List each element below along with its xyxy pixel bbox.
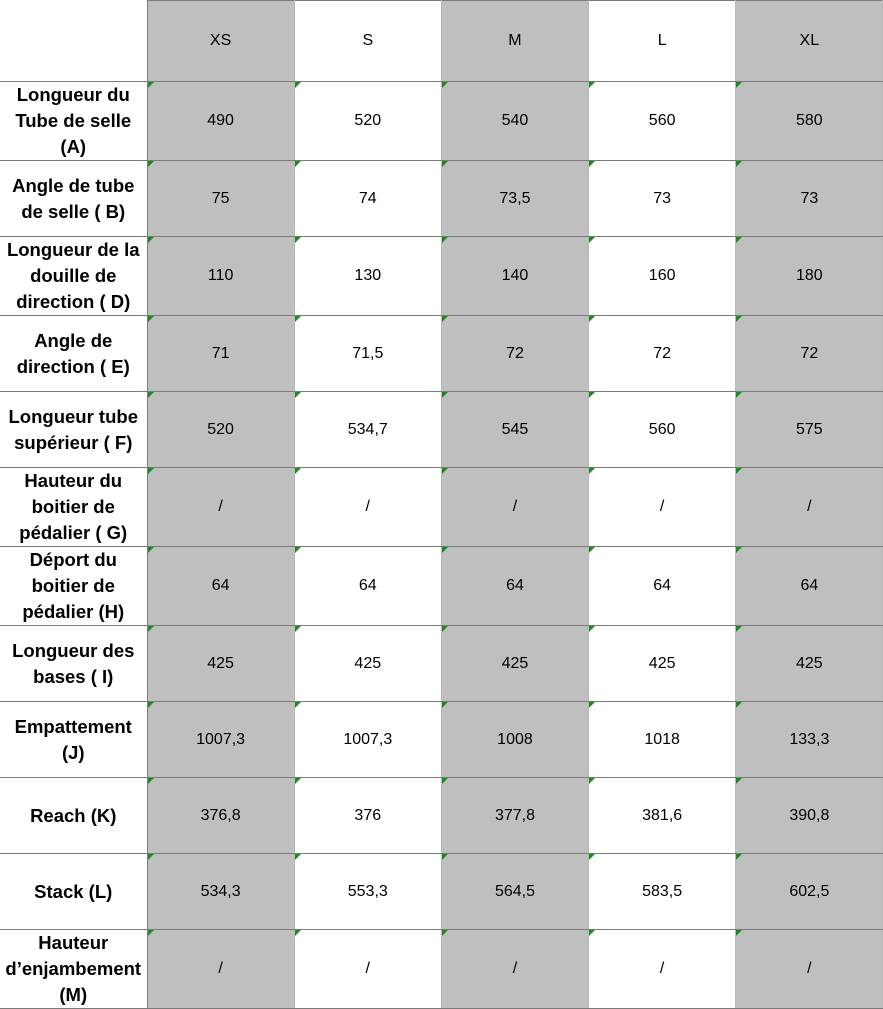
comment-marker-icon	[442, 82, 448, 88]
value-cell-m	[441, 237, 588, 316]
comment-marker-icon	[589, 161, 595, 167]
cell-value: 73	[653, 189, 672, 207]
cell-value: 180	[795, 267, 823, 284]
row-label: Angle de tube de selle ( B)	[0, 161, 147, 237]
cell-value: /	[807, 498, 812, 515]
value-cell-xl	[736, 161, 883, 237]
comment-marker-icon	[442, 626, 448, 632]
value-cell-xs	[147, 392, 294, 468]
value-cell-xs	[147, 316, 294, 392]
comment-marker-icon	[589, 316, 595, 322]
value-cell-s	[294, 82, 441, 161]
value-cell-m	[441, 468, 588, 547]
cell-value: 1008	[497, 730, 533, 748]
value-cell-l	[589, 392, 736, 468]
table-row	[0, 82, 883, 161]
comment-marker-icon	[736, 237, 742, 243]
value-cell-m	[441, 702, 588, 778]
comment-marker-icon	[736, 547, 742, 553]
value-cell-xl	[736, 854, 883, 930]
comment-marker-icon	[736, 702, 742, 708]
comment-marker-icon	[736, 468, 742, 474]
value-cell-l	[589, 547, 736, 626]
comment-marker-icon	[148, 778, 154, 784]
comment-marker-icon	[442, 930, 448, 936]
comment-marker-icon	[442, 316, 448, 322]
comment-marker-icon	[295, 702, 301, 708]
comment-marker-icon	[442, 778, 448, 784]
value-cell-xs	[147, 547, 294, 626]
cell-value: /	[659, 498, 665, 515]
row-label: Hauteur du boitier de pédalier ( G)	[0, 468, 147, 547]
cell-value: 64	[358, 577, 377, 594]
cell-value: 140	[501, 267, 529, 284]
cell-value: 64	[211, 577, 230, 594]
value-cell-s	[294, 161, 441, 237]
row-label: Déport du boitier de pédalier (H)	[0, 547, 147, 626]
comment-marker-icon	[736, 161, 742, 167]
value-cell-m	[441, 854, 588, 930]
size-header-xl: XL	[736, 1, 883, 82]
comment-marker-icon	[295, 468, 301, 474]
table-row	[0, 316, 883, 392]
value-cell-l	[589, 468, 736, 547]
cell-value: 75	[211, 189, 230, 207]
value-cell-m	[441, 82, 588, 161]
value-cell-xl	[736, 626, 883, 702]
value-cell-l	[589, 82, 736, 161]
value-cell-xs	[147, 237, 294, 316]
value-cell-s	[294, 316, 441, 392]
cell-value: /	[218, 498, 223, 515]
table-row	[0, 778, 883, 854]
cell-value: /	[807, 960, 812, 977]
value-cell-s	[294, 854, 441, 930]
value-cell-xs	[147, 702, 294, 778]
comment-marker-icon	[295, 392, 301, 398]
value-cell-m	[441, 547, 588, 626]
comment-marker-icon	[295, 930, 301, 936]
comment-marker-icon	[148, 82, 154, 88]
comment-marker-icon	[295, 161, 301, 167]
comment-marker-icon	[295, 547, 301, 553]
cell-value: 72	[800, 344, 819, 362]
row-label: Empattement (J)	[0, 702, 147, 778]
comment-marker-icon	[589, 854, 595, 860]
comment-marker-icon	[442, 702, 448, 708]
value-cell-xs	[147, 161, 294, 237]
comment-marker-icon	[736, 626, 742, 632]
comment-marker-icon	[148, 392, 154, 398]
comment-marker-icon	[736, 316, 742, 322]
corner-cell	[0, 1, 147, 82]
table-row	[0, 702, 883, 778]
value-cell-xl	[736, 930, 883, 1009]
cell-value: 74	[358, 189, 377, 207]
comment-marker-icon	[589, 547, 595, 553]
comment-marker-icon	[589, 392, 595, 398]
cell-value: 1007,3	[343, 730, 393, 748]
table-row	[0, 161, 883, 237]
row-label: Angle de direction ( E)	[0, 316, 147, 392]
cell-value: 560	[648, 420, 676, 438]
cell-value: 520	[207, 420, 234, 438]
size-header-l: L	[589, 1, 736, 82]
comment-marker-icon	[295, 626, 301, 632]
value-cell-xl	[736, 468, 883, 547]
comment-marker-icon	[148, 316, 154, 322]
comment-marker-icon	[736, 778, 742, 784]
value-cell-xl	[736, 392, 883, 468]
cell-value: 425	[354, 654, 382, 672]
comment-marker-icon	[736, 854, 742, 860]
cell-value: 73,5	[499, 189, 531, 207]
cell-value: 64	[800, 577, 819, 594]
value-cell-m	[441, 778, 588, 854]
cell-value: 575	[795, 420, 823, 438]
cell-value: 564,5	[494, 882, 535, 900]
cell-value: /	[218, 960, 223, 977]
cell-value: 560	[648, 112, 676, 129]
cell-value: 376,8	[200, 806, 241, 824]
table-row	[0, 626, 883, 702]
cell-value: /	[512, 960, 518, 977]
comment-marker-icon	[736, 392, 742, 398]
comment-marker-icon	[148, 161, 154, 167]
comment-marker-icon	[442, 237, 448, 243]
cell-value: 64	[506, 577, 524, 594]
comment-marker-icon	[442, 547, 448, 553]
comment-marker-icon	[295, 854, 301, 860]
size-header-m: M	[441, 1, 588, 82]
cell-value: 376	[354, 806, 382, 824]
value-cell-xl	[736, 547, 883, 626]
value-cell-s	[294, 468, 441, 547]
value-cell-xl	[736, 237, 883, 316]
comment-marker-icon	[295, 778, 301, 784]
comment-marker-icon	[148, 547, 154, 553]
cell-value: 583,5	[642, 882, 683, 900]
table-row	[0, 854, 883, 930]
comment-marker-icon	[148, 854, 154, 860]
cell-value: 1018	[644, 730, 680, 748]
value-cell-s	[294, 237, 441, 316]
header-row	[0, 1, 883, 82]
value-cell-xs	[147, 778, 294, 854]
row-label: Reach (K)	[0, 778, 147, 854]
comment-marker-icon	[442, 854, 448, 860]
cell-value: 540	[501, 112, 529, 129]
table-row	[0, 930, 883, 1009]
value-cell-s	[294, 547, 441, 626]
value-cell-xs	[147, 854, 294, 930]
cell-value: /	[365, 498, 370, 515]
comment-marker-icon	[589, 778, 595, 784]
cell-value: /	[365, 960, 370, 977]
row-label: Longueur du Tube de selle (A)	[0, 82, 147, 161]
cell-value: 133,3	[789, 730, 830, 748]
comment-marker-icon	[148, 702, 154, 708]
row-label: Longueur des bases ( I)	[0, 626, 147, 702]
value-cell-l	[589, 930, 736, 1009]
table-row	[0, 547, 883, 626]
value-cell-l	[589, 626, 736, 702]
comment-marker-icon	[442, 468, 448, 474]
comment-marker-icon	[736, 82, 742, 88]
cell-value: 73	[800, 189, 819, 207]
cell-value: /	[659, 960, 665, 977]
cell-value: 534,7	[347, 420, 388, 438]
comment-marker-icon	[442, 161, 448, 167]
comment-marker-icon	[736, 930, 742, 936]
cell-value: 553,3	[347, 882, 388, 900]
comment-marker-icon	[295, 237, 301, 243]
cell-value: 602,5	[789, 882, 830, 900]
row-label: Stack (L)	[0, 854, 147, 930]
comment-marker-icon	[148, 237, 154, 243]
value-cell-s	[294, 778, 441, 854]
value-cell-m	[441, 930, 588, 1009]
cell-value: 425	[501, 654, 529, 672]
value-cell-m	[441, 392, 588, 468]
value-cell-s	[294, 930, 441, 1009]
table-row	[0, 392, 883, 468]
cell-value: 71	[211, 344, 230, 362]
cell-value: 580	[795, 112, 823, 129]
cell-value: 64	[653, 577, 672, 594]
cell-value: 130	[354, 267, 382, 284]
cell-value: 490	[207, 112, 234, 129]
value-cell-l	[589, 237, 736, 316]
comment-marker-icon	[589, 626, 595, 632]
value-cell-xl	[736, 702, 883, 778]
cell-value: 110	[207, 267, 234, 284]
value-cell-xs	[147, 626, 294, 702]
cell-value: 71,5	[352, 344, 384, 362]
table-row	[0, 468, 883, 547]
size-header-s: S	[294, 1, 441, 82]
value-cell-l	[589, 778, 736, 854]
cell-value: 390,8	[789, 806, 830, 824]
value-cell-xl	[736, 778, 883, 854]
cell-value: /	[512, 498, 518, 515]
value-cell-xs	[147, 82, 294, 161]
cell-value: 534,3	[200, 882, 241, 900]
table-row	[0, 237, 883, 316]
value-cell-l	[589, 854, 736, 930]
cell-value: 377,8	[494, 806, 535, 824]
value-cell-s	[294, 392, 441, 468]
cell-value: 425	[795, 654, 823, 672]
value-cell-m	[441, 161, 588, 237]
value-cell-xs	[147, 468, 294, 547]
cell-value: 72	[506, 344, 524, 362]
value-cell-s	[294, 702, 441, 778]
comment-marker-icon	[589, 237, 595, 243]
value-cell-l	[589, 161, 736, 237]
cell-value: 72	[653, 344, 672, 362]
comment-marker-icon	[589, 702, 595, 708]
row-label: Longueur tube supérieur ( F)	[0, 392, 147, 468]
comment-marker-icon	[295, 82, 301, 88]
comment-marker-icon	[148, 468, 154, 474]
value-cell-l	[589, 316, 736, 392]
value-cell-m	[441, 626, 588, 702]
cell-value: 1007,3	[196, 730, 246, 748]
cell-value: 381,6	[642, 806, 683, 824]
cell-value: 425	[648, 654, 676, 672]
row-label: Longueur de la douille de direction ( D)	[0, 237, 147, 316]
cell-value: 520	[354, 112, 382, 129]
comment-marker-icon	[589, 82, 595, 88]
comment-marker-icon	[589, 468, 595, 474]
row-label: Hauteur d’enjambement (M)	[0, 930, 147, 1009]
value-cell-xs	[147, 930, 294, 1009]
comment-marker-icon	[148, 930, 154, 936]
cell-value: 160	[648, 267, 676, 284]
value-cell-xl	[736, 316, 883, 392]
comment-marker-icon	[589, 930, 595, 936]
comment-marker-icon	[442, 392, 448, 398]
value-cell-m	[441, 316, 588, 392]
value-cell-xl	[736, 82, 883, 161]
cell-value: 425	[207, 654, 234, 672]
comment-marker-icon	[148, 626, 154, 632]
comment-marker-icon	[295, 316, 301, 322]
value-cell-l	[589, 702, 736, 778]
value-cell-s	[294, 626, 441, 702]
cell-value: 545	[501, 420, 529, 438]
table-body	[0, 82, 883, 1009]
size-header-xs: XS	[147, 1, 294, 82]
